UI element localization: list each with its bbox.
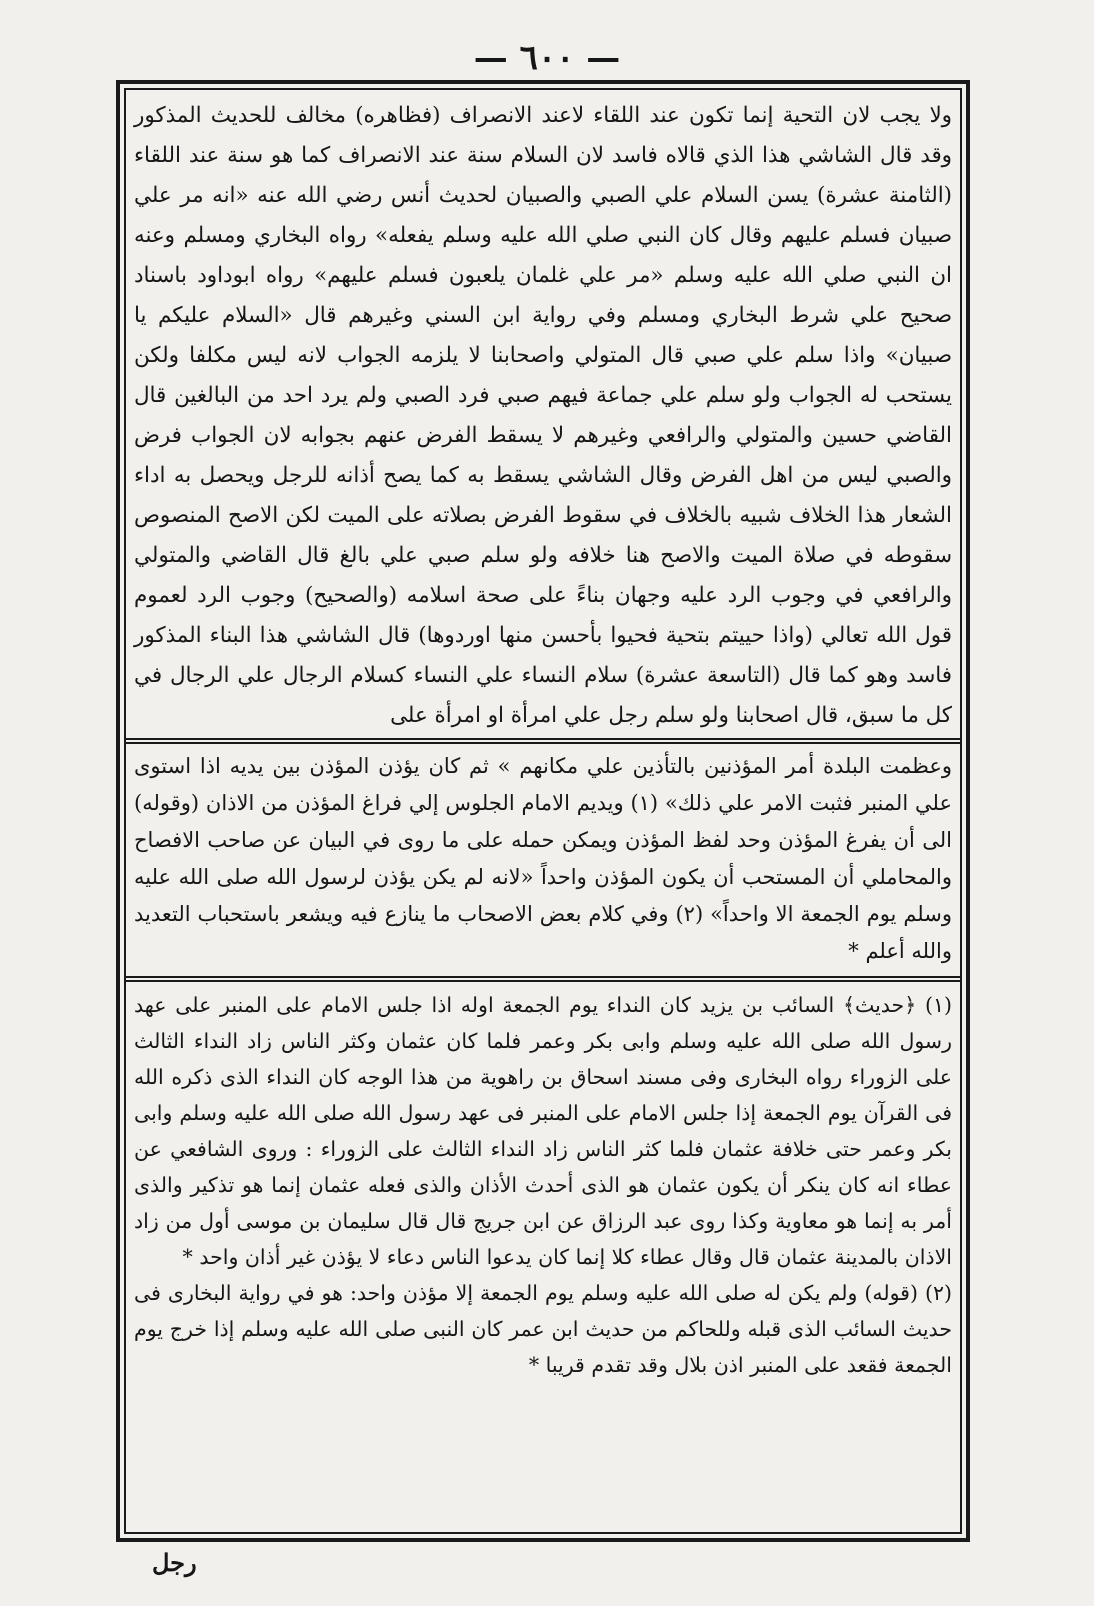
main-text: ولا يجب لان التحية إنما تكون عند اللقاء لاعند الانصراف (فظاهره) مخالف للحديث المذكور وقد قال الشاشي هذا الذي قالاه فاسد لان السلام سنة عند الانصراف كما هو سنة عند اللقاء (الثامنة عشرة) يسن السلام علي الصبي والصبيان لحديث أنس رضي الله عنه «انه مر علي صبيان فسلم عليهم وقال كان النبي صلي الله عليه وسلم يفعله» رواه البخاري ومسلم وعنه ان النبي صلي الله عليه وسلم «مر علي غلمان يلعبون فسلم عليهم» رواه ابوداود باسناد صحيح علي شرط البخاري ومسلم وفي رواية ابن السني وغيرهم قال «السلام عليكم يا صبيان» واذا سلم علي صبي قال المتولي واصحابنا لا يلزمه الجواب لانه ليس مكلفا ولكن يستحب له الجواب ولو سلم علي جماعة فيهم صبي فرد الصبي ولم يرد احد من البالغين قال القاضي حسين والمتولي والرافعي وغيرهم لا يسقط الفرض عنهم بجوابه لان الجواب فرض والصبي ليس من اهل الفرض وقال الشاشي يسقط به كما يصح أذانه للرجل ويحصل به اداء الشعار هذا الخلاف شبيه بالخلاف في سقوط الفرض بصلاته على الميت لكن الاصح المنصوص سقوطه في صلاة الميت والاصح هنا خلافه ولو سلم صبي علي بالغ قال القاضي والمتولي والرافعي في وجوب الرد عليه وجهان بناءً على صحة اسلامه (والصحيح) وجوب الرد لعموم قول الله تعالي (واذا حييتم بتحية فحيوا بأحسن منها اوردوها) قال الشاشي هذا البناء المذكور فاسد وهو كما قال (التاسعة عشرة) سلام النساء علي النساء كسلام الرجال علي الرجال في كل ما سبق، قال اصحابنا ولو سلم رجل علي امرأة او امرأة على bbox=[134, 103, 952, 728]
section-divider-footnotes bbox=[126, 976, 960, 982]
footnotes-block bbox=[126, 987, 960, 1527]
footnote-2: (٢) (قوله) ولم يكن له صلى الله عليه وسلم يوم الجمعة إلا مؤذن واحد: هو في رواية البخارى فى حديث السائب الذى قبله وللحاكم من حديث ابن عمر كان النبى صلى الله عليه وسلم إذا خرج يوم الجمعة فقعد على المنبر اذن بلال وقد تقدم قريبا * bbox=[134, 1281, 952, 1377]
catchword: رجل bbox=[152, 1548, 197, 1577]
commentary-block bbox=[126, 748, 960, 973]
page-number: — ٦٠٠ — bbox=[473, 38, 621, 78]
section-divider-main bbox=[126, 738, 960, 744]
commentary-text: وعظمت البلدة أمر المؤذنين بالتأذين علي مكانهم » ثم كان يؤذن المؤذن بين يديه اذا استوى علي المنبر فثبت الامر علي ذلك» (١) ويديم الامام الجلوس إلي فراغ المؤذن من الاذان (وقوله) الى أن يفرغ المؤذن وحد لفظ المؤذن ويمكن حمله على ما روى في البيان عن صاحب الافصاح والمحاملي أن المستحب أن يكون المؤذن واحداً «لانه لم يكن يؤذن لرسول الله صلى الله عليه وسلم يوم الجمعة الا واحداً» (٢) وفي كلام بعض الاصحاب ما ينازع فيه ويشعر باستحباب التعديد والله أعلم * bbox=[134, 754, 952, 963]
footnote-1: (١) ﴿حديث﴾ السائب بن يزيد كان النداء يوم الجمعة اوله اذا جلس الامام على المنبر على عهد رسول الله صلى الله عليه وسلم وابى بكر وعمر فلما كان عثمان وكثر الناس زاد النداء الثالث على الزوراء رواه البخارى وفى مسند اسحاق بن راهوية من هذا الوجه كان النداء الذى ذكره الله فى القرآن يوم الجمعة إذا جلس الامام على المنبر فى عهد رسول الله صلى الله عليه وسلم وابى بكر وعمر حتى خلافة عثمان فلما كثر الناس زاد النداء الثالث على الزوراء : وروى الشافعي عن عطاء انه كان ينكر أن يكون عثمان هو الذى أحدث الأذان والذى فعله عثمان إنما هو تذكير والذى أمر به إنما هو معاوية وكذا روى عبد الرزاق عن ابن جريج قال قال سليمان بن موسى أول من زاد الاذان بالمدينة عثمان قال وقال عطاء كلا إنما كان يدعوا الناس دعاء لا يؤذن غير أذان واحد * bbox=[134, 993, 952, 1269]
main-text-block bbox=[126, 96, 960, 736]
